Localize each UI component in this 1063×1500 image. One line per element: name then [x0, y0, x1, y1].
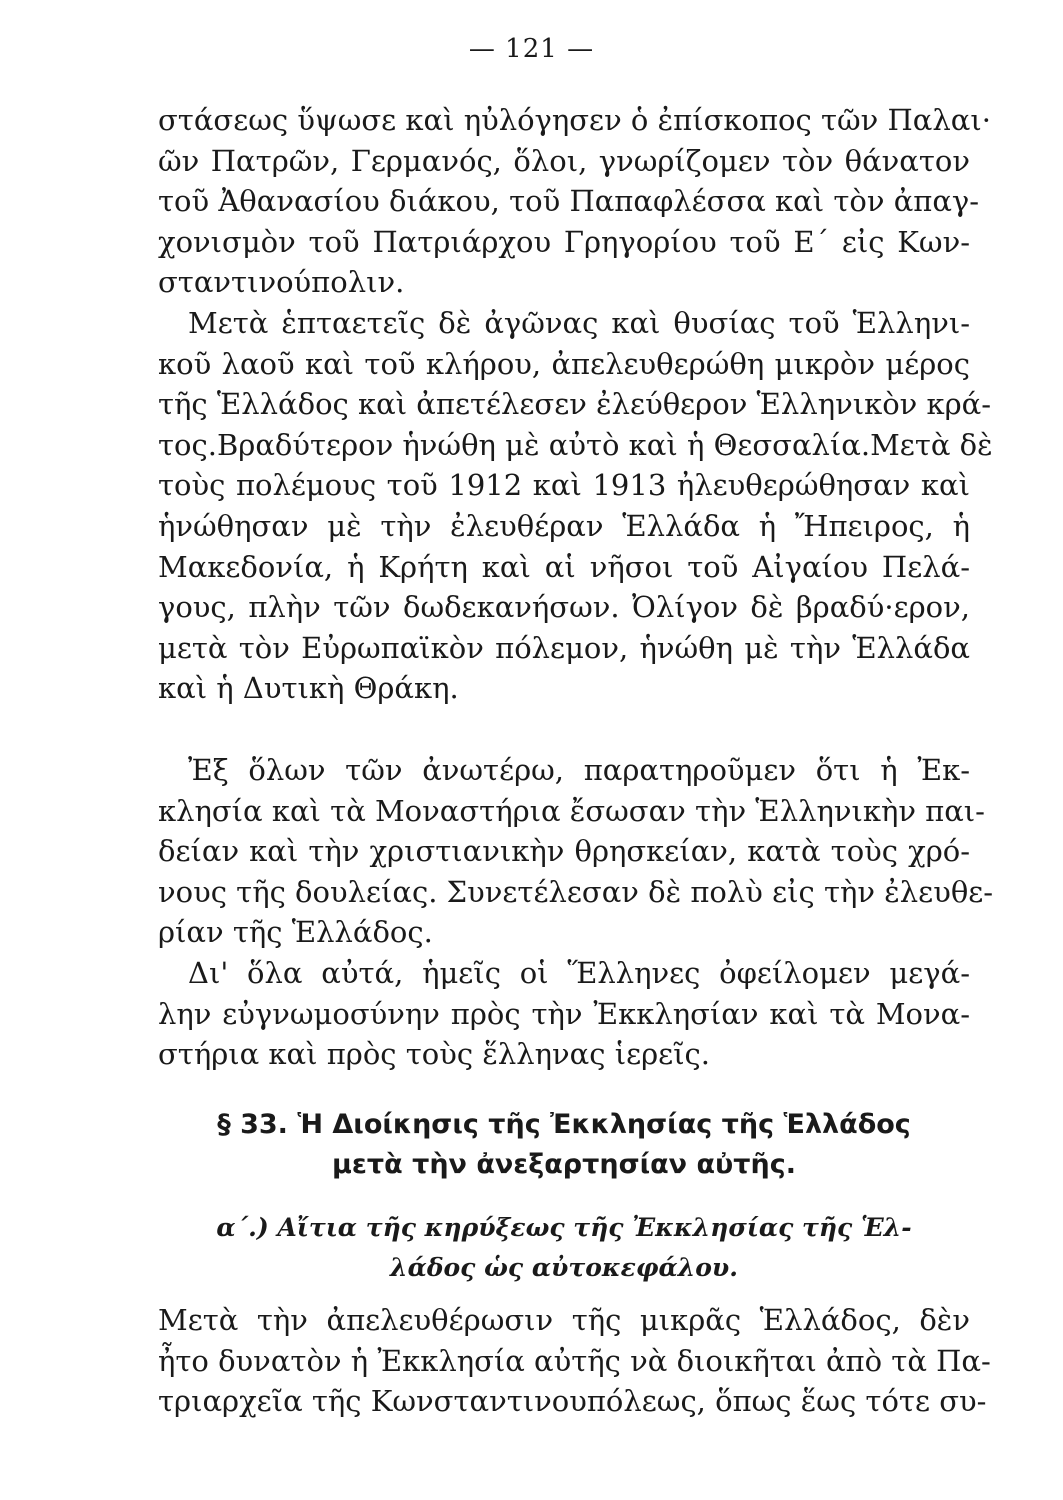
page-number: — 121 — [468, 34, 595, 64]
paragraph-3 [158, 750, 994, 953]
text-line: τριαρχεῖα τῆς Κωνσταντινουπόλεως, ὅπως ἕως τότε συ- [158, 1384, 987, 1419]
section-heading [158, 1105, 970, 1185]
text-line: ἦτο δυνατὸν ἡ Ἐκκλησία αὐτῆς νὰ διοικῆται ἀπὸ τὰ Πα- [158, 1343, 991, 1378]
text-line: Ἐξ ὅλων τῶν ἀνωτέρω, παρατηροῦμεν ὅτι ἡ Ἐκ- [188, 753, 970, 787]
text-line: Μετὰ τὴν ἀπελευθέρωσιν τῆς μικρᾶς Ἑλλάδος, δὲν [158, 1303, 970, 1337]
text-line: γους, πλὴν τῶν δωδεκανήσων. Ὀλίγον δὲ βραδύ·ερον, [158, 590, 970, 625]
paragraph-4 [158, 953, 970, 1075]
paragraph-1 [158, 100, 991, 303]
text-line: καὶ ἡ Δυτικὴ Θράκη. [158, 671, 459, 706]
text-line: τῆς Ἑλλάδος καὶ ἀπετέλεσεν ἐλεύθερον Ἑλληνικὸν κρά- [158, 387, 992, 422]
text-line: μετὰ τὸν Εὐρωπαϊκὸν πόλεμον, ἡνώθη μὲ τὴν Ἑλλάδα [158, 630, 970, 665]
text-line: στάσεως ὕψωσε καὶ ηὐλόγησεν ὁ ἐπίσκοπος τῶν Παλαι· [158, 103, 991, 137]
text-line: ρίαν τῆς Ἑλλάδος. [158, 915, 433, 950]
text-line: λην εὐγνωμοσύνην πρὸς τὴν Ἐκκλησίαν καὶ τὰ Μονα- [158, 996, 970, 1031]
text-line: ἡνώθησαν μὲ τὴν ἐλευθέραν Ἑλλάδα ἡ Ἤπειρος, ἡ [158, 508, 970, 543]
text-line: Μακεδονία, ἡ Κρήτη καὶ αἱ νῆσοι τοῦ Αἰγαίου Πελά- [158, 549, 970, 584]
text-line: στήρια καὶ πρὸς τοὺς ἕλληνας ἱερεῖς. [158, 1037, 711, 1072]
section-heading-line: § 33. Ἡ Διοίκησις τῆς Ἐκκλησίας τῆς Ἑλλάδος [217, 1109, 911, 1140]
text-line: δείαν καὶ τὴν χριστιανικὴν θρησκείαν, κατὰ τοὺς χρό- [158, 834, 970, 869]
text-line: Δι' ὅλα αὐτά, ἡμεῖς οἱ Ἕλληνες ὀφείλομεν μεγά- [188, 956, 970, 990]
text-line: τοὺς πολέμους τοῦ 1912 καὶ 1913 ἠλευθερώθησαν καὶ [158, 468, 970, 503]
text-line: τοῦ Ἀθανασίου διάκου, τοῦ Παπαφλέσσα καὶ τὸν ἀπαγ- [158, 184, 980, 219]
subheading-line: λάδος ὡς αὐτοκεφάλου. [390, 1253, 738, 1282]
text-line: κοῦ λαοῦ καὶ τοῦ κλήρου, ἀπελευθερώθη μικρὸν μέρος [158, 346, 970, 381]
subheading [158, 1208, 970, 1288]
text-line: Μετὰ ἑπταετεῖς δὲ ἀγῶνας καὶ θυσίας τοῦ Ἑλληνι- [188, 306, 970, 340]
text-line: χονισμὸν τοῦ Πατριάρχου Γρηγορίου τοῦ Ε΄ εἰς Κων- [158, 224, 970, 259]
text-line: σταντινούπολιν. [158, 265, 405, 300]
text-line: κλησία καὶ τὰ Μοναστήρια ἔσωσαν τὴν Ἑλληνικὴν παι- [158, 793, 985, 828]
text-line: νους τῆς δουλείας. Συνετέλεσαν δὲ πολὺ εἰς τὴν ἐλευθε- [158, 874, 994, 909]
paragraph-2 [158, 303, 993, 709]
text-line: ῶν Πατρῶν, Γερμανός, ὅλοι, γνωρίζομεν τὸν θάνατον [158, 143, 970, 178]
section-heading-line: μετὰ τὴν ἀνεξαρτησίαν αὐτῆς. [332, 1149, 796, 1180]
paragraph-5 [158, 1300, 991, 1422]
subheading-line: α΄.) Αἴτια τῆς κηρύξεως τῆς Ἐκκλησίας τῆς Ἑλ- [216, 1213, 912, 1242]
text-line: τος.Βραδύτερον ἡνώθη μὲ αὐτὸ καὶ ἡ Θεσσαλία.Μετὰ δὲ [158, 427, 993, 462]
